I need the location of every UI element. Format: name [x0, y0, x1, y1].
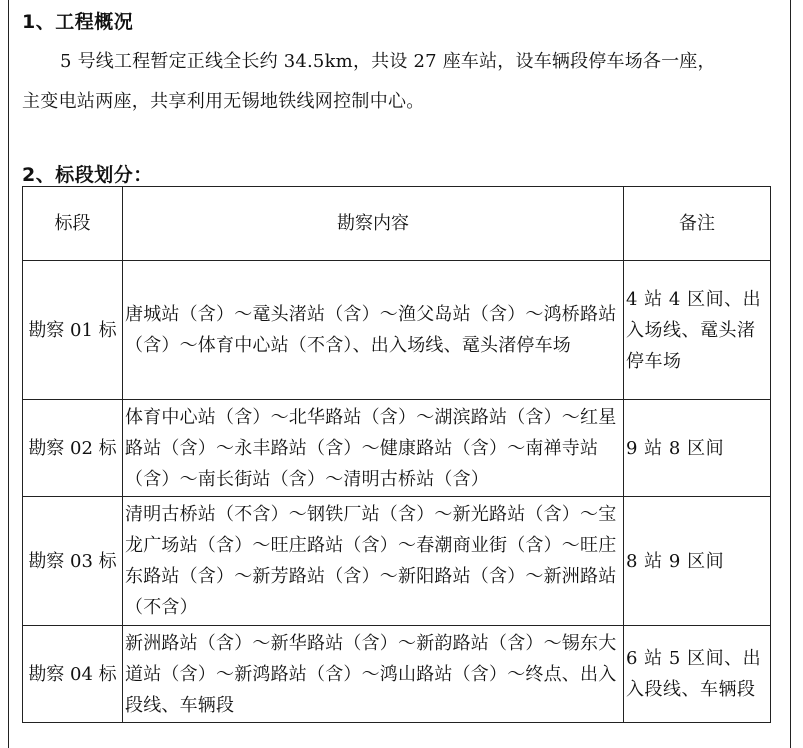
header-section: 标段	[23, 187, 123, 261]
content-cell: 清明古桥站（不含）～钢铁厂站（含）～新光路站（含）～宝龙广场站（含）～旺庄路站（含）～春潮商业街（含）～旺庄东路站（含）～新芳路站（含）～新阳路站（含）～新洲路站（不含）	[123, 497, 624, 626]
section-cell: 勘察 04 标	[23, 626, 123, 723]
content-cell: 体育中心站（含）～北华路站（含）～湖滨路站（含）～红星路站（含）～永丰路站（含）～健康路站（含）～南禅寺站（含）～南长街站（含）～清明古桥站（含）	[123, 400, 624, 497]
content-cell: 唐城站（含）～鼋头渚站（含）～渔父岛站（含）～鸿桥路站（含）～体育中心站（不含）、出入场线、鼋头渚停车场	[123, 261, 624, 400]
note-cell: 9 站 8 区间	[624, 400, 771, 497]
header-note: 备注	[624, 187, 771, 261]
header-content: 勘察内容	[123, 187, 624, 261]
section-cell: 勘察 01 标	[23, 261, 123, 400]
overview-paragraph-line-2: 主变电站两座，共享利用无锡地铁线网控制中心。	[22, 91, 425, 112]
table-row	[23, 497, 771, 626]
table-row	[23, 261, 771, 400]
table-row	[23, 626, 771, 723]
note-cell: 4 站 4 区间、出入场线、鼋头渚停车场	[624, 261, 771, 400]
section-cell: 勘察 03 标	[23, 497, 123, 626]
section-cell: 勘察 02 标	[23, 400, 123, 497]
content-cell: 新洲路站（含）～新华路站（含）～新韵路站（含）～锡东大道站（含）～新鸿路站（含）～鸿山路站（含）～终点、出入段线、车辆段	[123, 626, 624, 723]
division-heading: 2、标段划分：	[22, 164, 153, 186]
table-header-row	[23, 187, 771, 261]
overview-heading: 1、工程概况	[22, 11, 134, 33]
table-row	[23, 400, 771, 497]
bid-section-table	[22, 186, 771, 723]
note-cell: 8 站 9 区间	[624, 497, 771, 626]
overview-paragraph-line-1: 5 号线工程暂定正线全长约 34.5km，共设 27 座车站，设车辆段停车场各一座，	[60, 51, 716, 72]
note-cell: 6 站 5 区间、出入段线、车辆段	[624, 626, 771, 723]
